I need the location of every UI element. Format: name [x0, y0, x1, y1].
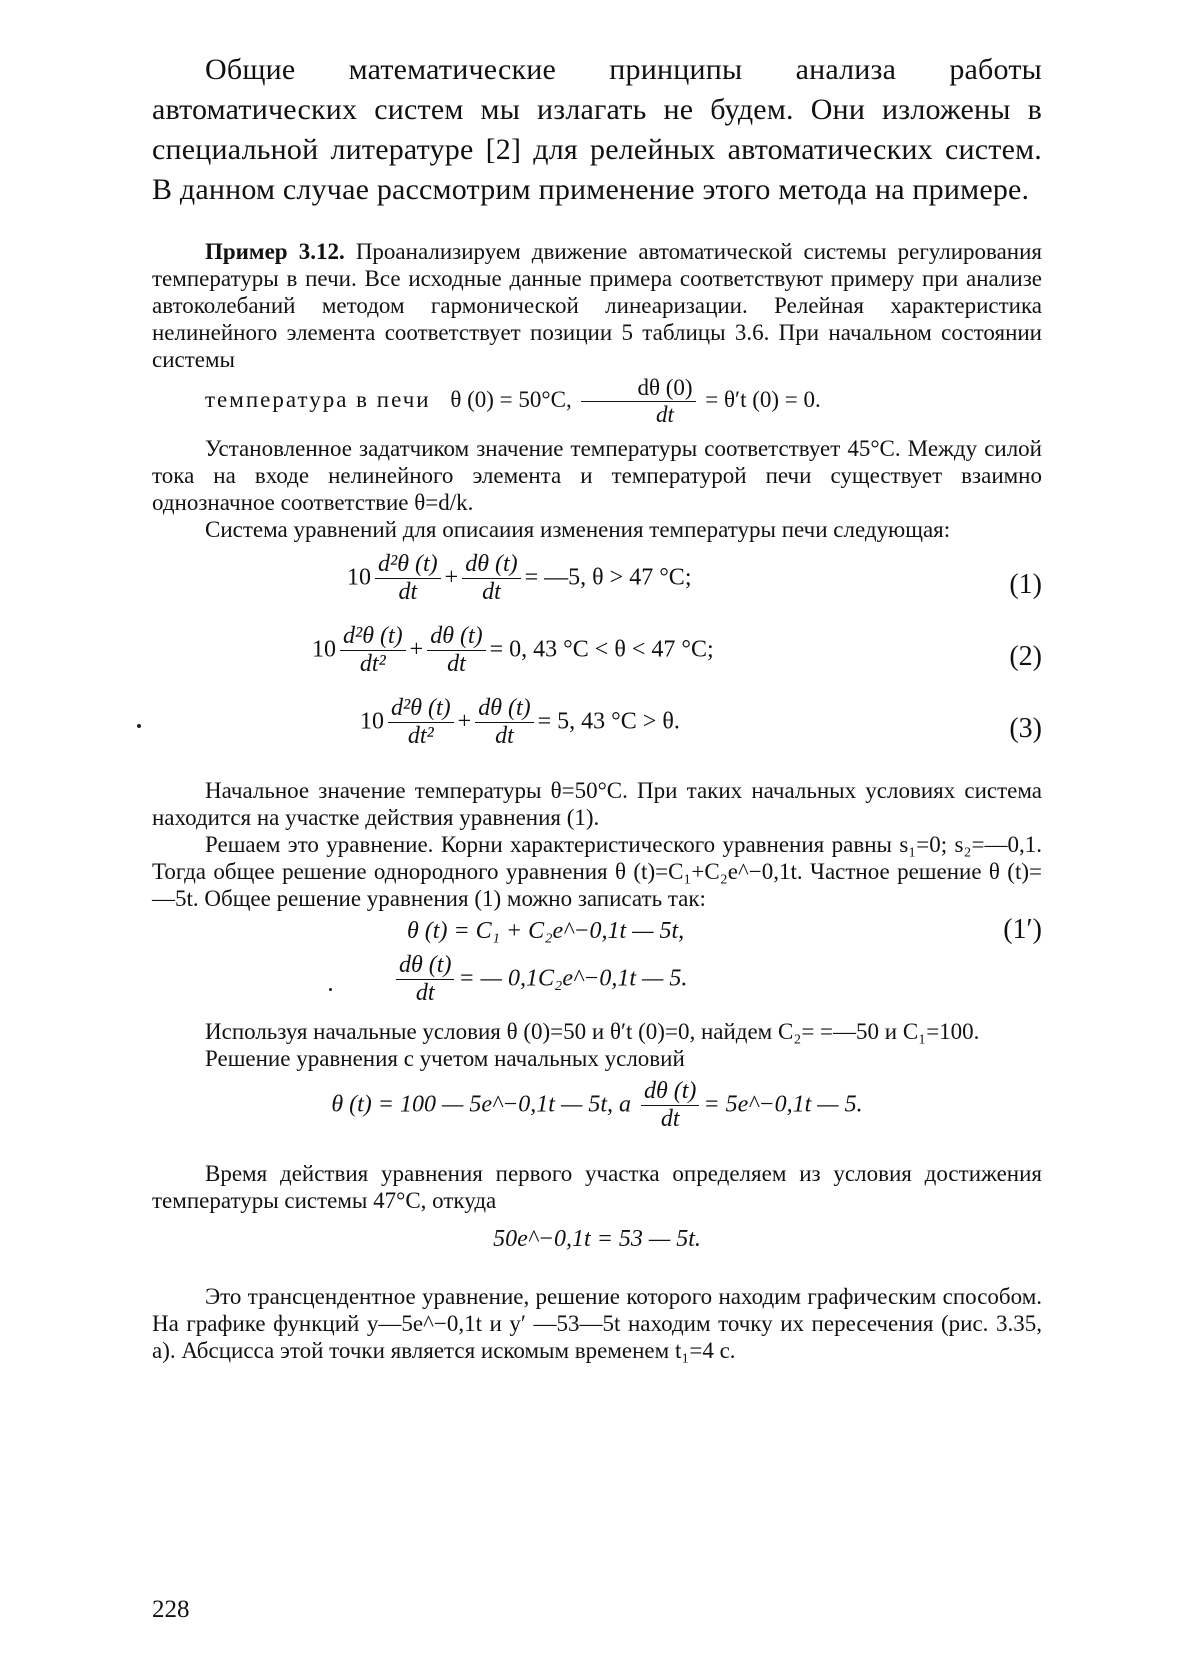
example-paragraph [152, 238, 1042, 373]
equation-3-label: (3) [1009, 712, 1042, 744]
setpoint-paragraph: Установленное задатчиком значение температуры соответствует 45°С. Между силой тока на входе нелинейного элемента и температурой печи существует взаимно однозначное соответствие θ=d/k. [152, 435, 1042, 515]
equation-2-den-b: dt [447, 651, 466, 678]
page-number: 228 [152, 1596, 190, 1623]
equation-1 [152, 551, 1042, 623]
scan-speck [329, 988, 332, 991]
general-solution-line-1: θ (t) = C₁ + C₂e^−0,1t — 5t, [407, 917, 685, 944]
equation-3-lead: 10 [360, 708, 384, 735]
general-line-2-rhs: = — 0,1C₂e^−0,1t — 5. [458, 965, 688, 992]
solution-lhs: θ (t) = 100 — 5e^−0,1t — 5t, а [331, 1091, 631, 1118]
transcendent-equation: 50e^−0,1t = 53 — 5t. [493, 1226, 701, 1253]
equation-1-num-a: d²θ (t) [375, 551, 441, 580]
initial-prefix: температура в печи [205, 387, 431, 413]
equation-1-den-b: dt [482, 579, 501, 606]
equation-1-op: + [444, 564, 459, 591]
equation-2-rhs: = 0, 43 °C < θ < 47 °C; [489, 636, 714, 663]
constants-paragraph: Используя начальные условия θ (0)=50 и θ′t (0)=0, найдем C₂= =—50 и C₁=100. [205, 1018, 980, 1044]
solve-paragraph: Решаем это уравнение. Корни характеристического уравнения равны s₁=0; s₂=—0,1. Тогда общее решение однородного уравнения θ (t)=C₁+C₂e^−0,1t. Частное решение θ (t)=—5t. Общее решение уравнения (1) можно записать так: [152, 831, 1042, 911]
time-paragraph: Время действия уравнения первого участка определяем из условия достижения температуры системы 47°С, откуда [152, 1161, 1042, 1214]
equation-3-den-b: dt [495, 723, 514, 750]
intro-paragraph: Общие математические принципы анализа работы автоматических систем мы излагать не будем. Они изложены в специальной литературе [2] для релейных автоматических систем. В данном случае рассмотрим применение этого метода на примере. [152, 53, 1042, 206]
solution-frac-den: dt [660, 1106, 680, 1133]
solution-rhs: = 5e^−0,1t — 5. [703, 1091, 863, 1118]
initial-fraction-num: dθ (0) [581, 375, 695, 402]
equation-3-op: + [457, 708, 472, 735]
initial-fraction [581, 375, 695, 429]
equation-2-den-a: dt² [359, 651, 386, 678]
general-solution [152, 913, 1042, 1014]
general-frac-den: dt [415, 980, 435, 1007]
example-heading: Пример 3.12. [205, 239, 345, 264]
initial-fraction-den: dt [656, 402, 674, 428]
page-body [152, 50, 1042, 1364]
initial-eq-1: θ (0) = 50°C, [450, 387, 572, 413]
scan-speck [137, 724, 141, 728]
example-text: Проанализируем движение автоматической системы регулирования температуры в печи. Все исходные данные примера соответствуют примеру при анализе автоколебаний методом гармонической линеаризации. Релейная характеристика нелинейного элемента соответствует позиции 5 таблицы 3.6. При начальном состоянии системы [152, 239, 1042, 372]
equation-1-rhs: = —5, θ > 47 °C; [524, 564, 692, 591]
initial-value-paragraph: Начальное значение температуры θ=50°С. При таких начальных условиях система находится на участке действия уравнения (1). [152, 777, 1042, 830]
general-frac-num: dθ (t) [396, 952, 454, 981]
equation-2-lead: 10 [312, 636, 336, 663]
solution-equation [152, 1078, 1042, 1134]
equation-3-den-a: dt² [407, 723, 434, 750]
equation-1-den-a: dt [398, 579, 418, 606]
system-paragraph: Система уравнений для описаиия изменения температуры печи следующая: [205, 516, 951, 542]
equation-1-lead: 10 [347, 564, 371, 591]
equation-2-label: (2) [1009, 640, 1042, 672]
equation-2 [152, 623, 1042, 695]
equation-2-op: + [409, 636, 424, 663]
initial-conditions-row [152, 375, 1042, 429]
initial-eq-2: = θ′t (0) = 0. [705, 387, 821, 413]
equation-3-num-a: d²θ (t) [388, 695, 454, 724]
equation-3-num-b: dθ (t) [475, 695, 533, 724]
equation-1-label: (1) [1009, 568, 1042, 600]
graphic-paragraph: Это трансцендентное уравнение, решение которого находим графическим способом. На графике функций y—5e^−0,1t и y′ —53—5t находим точку их пересечения (рис. 3.35, а). Абсцисса этой точки является искомым временем t₁=4 с. [152, 1284, 1042, 1364]
equation-2-num-b: dθ (t) [427, 623, 485, 652]
equation-3-rhs: = 5, 43 °C > θ. [537, 708, 680, 735]
solution-frac-num: dθ (t) [641, 1078, 699, 1107]
general-solution-label: (1′) [1003, 913, 1042, 945]
equation-2-num-a: d²θ (t) [340, 623, 406, 652]
equation-1-num-b: dθ (t) [462, 551, 520, 580]
solution-intro-paragraph: Решение уравнения с учетом начальных условий [205, 1045, 685, 1071]
equation-3 [152, 695, 1042, 767]
